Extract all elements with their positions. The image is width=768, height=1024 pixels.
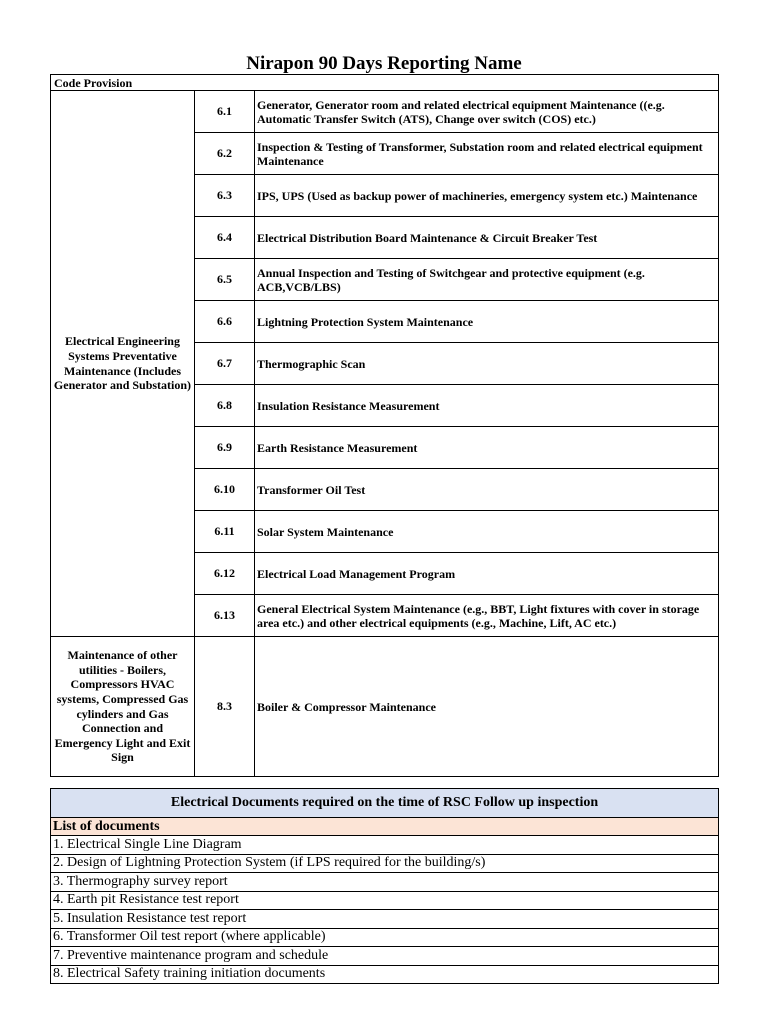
code-provision-table — [50, 74, 719, 777]
description-cell: Boiler & Compressor Maintenance — [255, 637, 719, 777]
description-cell: Electrical Distribution Board Maintenance & Circuit Breaker Test — [255, 217, 719, 259]
document-item: 3. Thermography survey report — [51, 873, 719, 892]
code-cell: 6.6 — [195, 301, 255, 343]
code-cell: 6.5 — [195, 259, 255, 301]
code-cell: 8.3 — [195, 637, 255, 777]
list-item — [51, 947, 719, 966]
document-item: 1. Electrical Single Line Diagram — [51, 836, 719, 855]
document-item: 5. Insulation Resistance test report — [51, 910, 719, 929]
code-cell: 6.1 — [195, 91, 255, 133]
code-cell: 6.10 — [195, 469, 255, 511]
code-cell: 6.8 — [195, 385, 255, 427]
document-item: 8. Electrical Safety training initiation documents — [51, 965, 719, 984]
table-header-row — [51, 75, 719, 91]
list-item — [51, 836, 719, 855]
description-cell: Solar System Maintenance — [255, 511, 719, 553]
document-item: 2. Design of Lightning Protection System (if LPS required for the building/s) — [51, 854, 719, 873]
description-cell: General Electrical System Maintenance (e.g., BBT, Light fixtures with cover in storage area etc.) and other electrical equipments (e.g., Machine, Lift, AC etc.) — [255, 595, 719, 637]
description-cell: Thermographic Scan — [255, 343, 719, 385]
description-cell: Annual Inspection and Testing of Switchgear and protective equipment (e.g. ACB,VCB/LBS) — [255, 259, 719, 301]
list-item — [51, 910, 719, 929]
description-cell: IPS, UPS (Used as backup power of machineries, emergency system etc.) Maintenance — [255, 175, 719, 217]
category-cell: Maintenance of other utilities - Boilers, Compressors HVAC systems, Compressed Gas cylinders and Gas Connection and Emergency Light and Exit Sign — [51, 637, 195, 777]
list-item — [51, 928, 719, 947]
page-title: Nirapon 90 Days Reporting Name — [246, 53, 522, 74]
list-item — [51, 891, 719, 910]
list-item — [51, 873, 719, 892]
description-cell: Insulation Resistance Measurement — [255, 385, 719, 427]
document-item: 4. Earth pit Resistance test report — [51, 891, 719, 910]
list-title-row — [51, 818, 719, 836]
code-cell: 6.12 — [195, 553, 255, 595]
table-row — [51, 637, 719, 777]
list-item — [51, 854, 719, 873]
documents-heading: Electrical Documents required on the time of RSC Follow up inspection — [51, 789, 719, 818]
description-cell: Electrical Load Management Program — [255, 553, 719, 595]
documents-heading-row — [51, 789, 719, 818]
code-cell: 6.3 — [195, 175, 255, 217]
description-cell: Generator, Generator room and related electrical equipment Maintenance ((e.g. Automatic Transfer Switch (ATS), Change over switch (COS) etc.) — [255, 91, 719, 133]
list-title: List of documents — [51, 818, 719, 836]
code-cell: 6.7 — [195, 343, 255, 385]
documents-table — [50, 788, 719, 984]
code-cell: 6.11 — [195, 511, 255, 553]
table-row — [51, 91, 719, 133]
code-cell: 6.13 — [195, 595, 255, 637]
code-cell: 6.9 — [195, 427, 255, 469]
description-cell: Transformer Oil Test — [255, 469, 719, 511]
description-cell: Lightning Protection System Maintenance — [255, 301, 719, 343]
code-cell: 6.4 — [195, 217, 255, 259]
description-cell: Earth Resistance Measurement — [255, 427, 719, 469]
category-cell: Electrical Engineering Systems Preventative Maintenance (Includes Generator and Substation) — [51, 91, 195, 637]
code-cell: 6.2 — [195, 133, 255, 175]
description-cell: Inspection & Testing of Transformer, Substation room and related electrical equipment Maintenance — [255, 133, 719, 175]
document-item: 7. Preventive maintenance program and schedule — [51, 947, 719, 966]
list-item — [51, 965, 719, 984]
document-item: 6. Transformer Oil test report (where applicable) — [51, 928, 719, 947]
code-provision-header: Code Provision — [51, 75, 719, 91]
